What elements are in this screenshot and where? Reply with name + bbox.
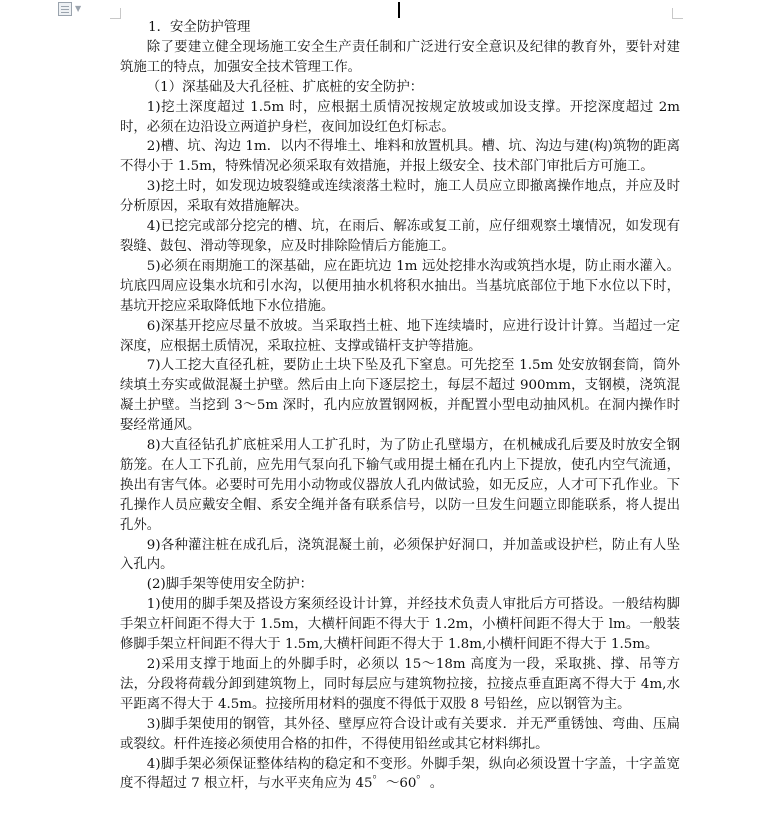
paragraph: 除了要建立健全现场施工安全生产责任制和广泛进行安全意识及纪律的教育外，要针对建筑施工的特点，加强安全技术管理工作。 <box>120 39 680 75</box>
paragraph: 1)挖土深度超过 1.5m 时，应根据土质情况按规定放坡或加设支撑。开挖深度超过 2m 时，必须在边沿设立两道护身栏，夜间加设红色灯标志。 <box>120 99 680 135</box>
editor-toolbar <box>0 0 778 18</box>
paragraph: 1)使用的脚手架及搭设方案须经设计计算，并经技术负责人审批后方可搭设。一般结构脚手架立杆间距不得大于 1.5m，大横杆间距不得大于 1.2m，小横杆间距不得大于 lm。一般装修脚手架立杆间距不得大于 1.5m,大横杆间距不得大于 1.8m,小横杆间距不得大于 1.5m。 <box>120 597 680 653</box>
paragraph: 8)大直径钻孔扩底桩采用人工扩孔时，为了防止孔壁塌方，在机械成孔后要及时放安全钢筋笼。在人工下孔前，应先用气泵向孔下输气或用提土桶在孔内上下提放，使孔内空气流通，换出有害气体。必要时可先用小动物或仪器放人孔内做试验，如无反应，人才可下孔作业。下孔操作人员应戴安全帽、系安全绳并备有联系信号，以防一旦发生问题立即能联系，将人提出孔外。 <box>120 438 680 533</box>
paragraph: 7)人工挖大直径孔桩，要防止土块下坠及孔下窒息。可先挖至 1.5m 处安放钢套筒，筒外续填土夯实或做混凝土护壁。然后由上向下逐层挖土，每层不超过 900mm，支钢模，浇筑混凝土护壁。当挖到 3～5m 深时，孔内应放置钢网板，并配置小型电动抽风机。在洞内操作时娶经常通风。 <box>120 358 680 434</box>
document-icon[interactable] <box>58 2 72 16</box>
text-cursor <box>398 2 400 18</box>
paragraph: 3)脚手架使用的钢管，其外径、壁厚应符合设计或有关要求．并无严重锈蚀、弯曲、压扁或裂纹。杆件连接必须使用合格的扣件，不得使用铅丝或其它材料绑扎。 <box>120 716 680 752</box>
paragraph: 3)挖土时，如发现边坡裂缝或连续滚落土粒时，施工人员应立即撤离操作地点，并应及时分析原因，采取有效措施解决。 <box>120 179 680 215</box>
paragraph: 5)必须在雨期施工的深基础，应在距坑边 1m 远处挖排水沟或筑挡水堤，防止雨水灌入。坑底四周应设集水坑和引水沟，以便用抽水机将积水抽出。当基坑底部位于地下水位以下时，基坑开挖应采取降低地下水位措施。 <box>120 258 680 314</box>
paragraph: 4)脚手架必须保证整体结构的稳定和不变形。外脚手架，纵向必须设置十字盖，十字盖宽度不得超过 7 根立杆，与水平夹角应为 45゜～60゜。 <box>120 756 680 792</box>
caret-down-icon[interactable]: ▼ <box>75 4 82 13</box>
section-heading: 1．安全防护管理 <box>148 20 251 35</box>
document-page[interactable] <box>120 18 680 794</box>
paragraph: 2)槽、坑、沟边 1m．以内不得堆土、堆料和放置机具。槽、坑、沟边与建(构)筑物的距离不得小于 1.5m，特殊情况必须采取有效措施，并报上级安全、技术部门审批后方可施工。 <box>120 139 680 175</box>
paragraph: 6)深基开挖应尽量不放坡。当采取挡土桩、地下连续墙时，应进行设计计算。当超过一定深度，应根据土质情况，采取拉桩、支撑或锚杆支护等措施。 <box>120 318 680 354</box>
paragraph: 9)各种灌注桩在成孔后，浇筑混凝土前，必须保护好洞口，并加盖或设护栏，防止有人坠入孔内。 <box>120 537 680 573</box>
subsection-heading: (2)脚手架等使用安全防护： <box>146 577 314 593</box>
subsection-heading: （1）深基础及大孔径桩、扩底桩的安全防护： <box>146 79 424 95</box>
paragraph: 2)采用支撑于地面上的外脚手时，必须以 15～18m 高度为一段，采取挑、撑、吊等方法，分段将荷载分卸到建筑物上，同时每层应与建筑物拉接，拉接点垂直距离不得大于 4m,水平距离不得大于 4.5m。拉接所用材料的强度不得低于双股 8 号铅丝，应以钢管为主。 <box>120 657 680 712</box>
paragraph: 4)已挖完或部分挖完的槽、坑，在雨后、解冻或复工前，应仔细观察土壤情况，如发现有裂缝、鼓包、滑动等现象，应及时排除险情后方能施工。 <box>120 219 680 254</box>
